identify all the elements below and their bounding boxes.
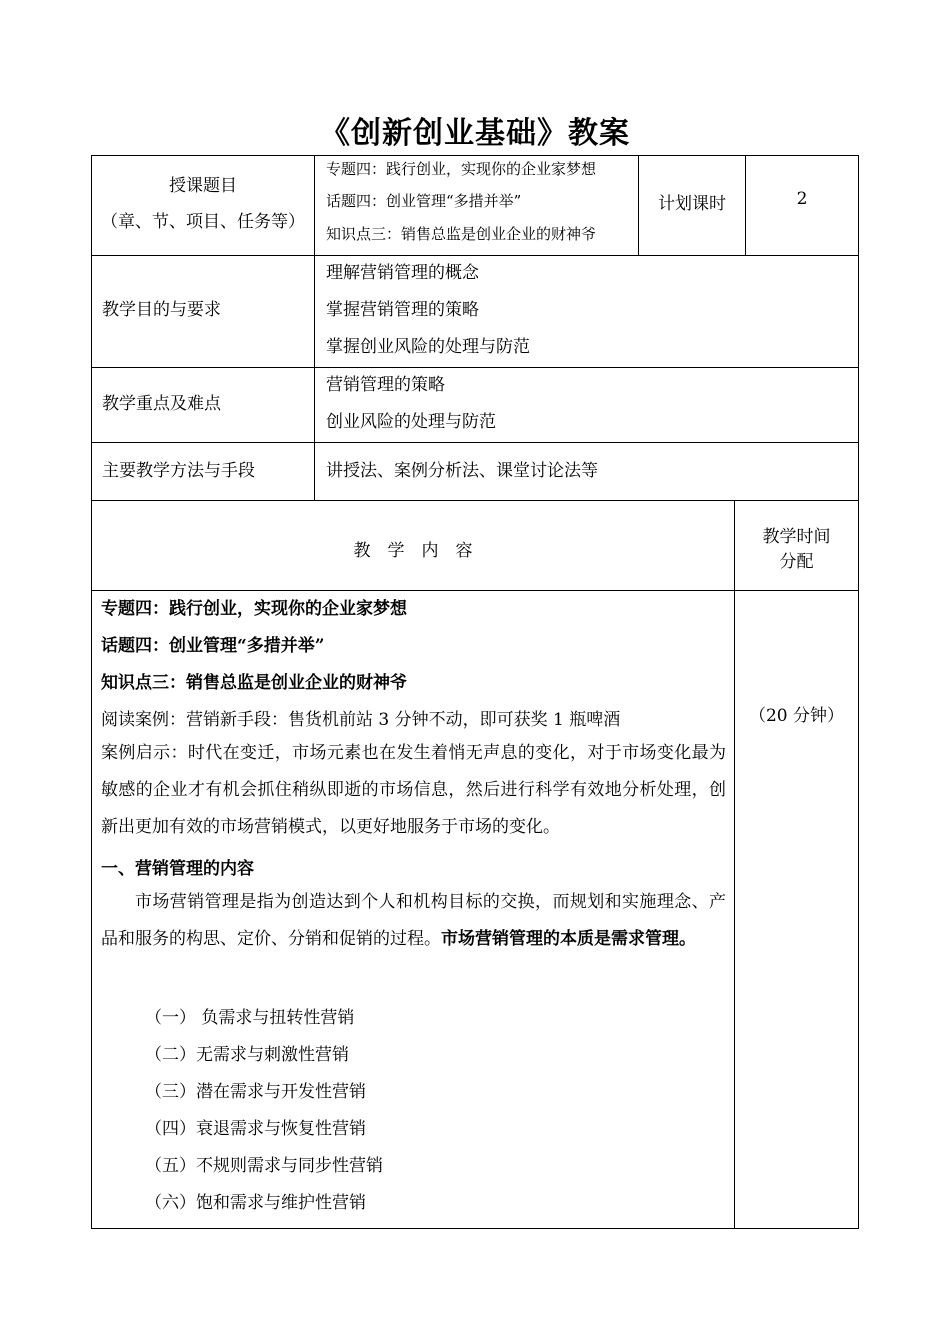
plan-hours-value: 2 — [796, 189, 808, 209]
plan-hours-value-cell — [745, 155, 859, 256]
objectives-value-cell — [314, 255, 859, 368]
objective-item: 理解营销管理的概念 — [326, 263, 479, 283]
definition-text: 市场营销管理是指为创造达到个人和机构目标的交换，而规划和实施理念、产品和服务的构思、定价、分销和促销的过程。 — [101, 892, 726, 949]
methods-value: 讲授法、案例分析法、课堂讨论法等 — [326, 461, 598, 481]
topic-label-line2: （章、节、项目、任务等） — [101, 212, 305, 232]
list-item: （二）无需求与刺激性营销 — [145, 1045, 349, 1065]
content-header-cell — [91, 500, 735, 591]
keypoint-item: 创业风险的处理与防范 — [326, 412, 496, 432]
content-heading-subtopic: 话题四：创业管理“多措并举” — [101, 636, 325, 656]
methods-label-cell — [91, 442, 315, 501]
time-body-cell — [734, 590, 859, 1229]
plan-hours-label-cell — [638, 155, 746, 256]
definition-emphasis: 市场营销管理的本质是需求管理。 — [441, 929, 696, 949]
objective-item: 掌握创业风险的处理与防范 — [326, 337, 530, 357]
section-heading: 一、营销管理的内容 — [101, 859, 254, 879]
topic-label-line1: 授课题目 — [169, 176, 237, 196]
methods-value-cell — [314, 442, 859, 501]
list-item: （四）衰退需求与恢复性营销 — [145, 1119, 366, 1139]
definition-paragraph — [101, 884, 726, 958]
list-item: （五）不规则需求与同步性营销 — [145, 1156, 383, 1176]
content-heading-knowledge: 知识点三：销售总监是创业企业的财神爷 — [101, 673, 407, 693]
case-text: 阅读案例：营销新手段：售货机前站 3 分钟不动，即可获奖 1 瓶啤酒 — [101, 710, 621, 730]
objectives-label: 教学目的与要求 — [102, 300, 221, 320]
keypoint-item: 营销管理的策略 — [326, 375, 445, 395]
content-heading-topic: 专题四：践行创业，实现你的企业家梦想 — [101, 599, 407, 619]
list-item: （三）潜在需求与开发性营销 — [145, 1082, 366, 1102]
list-item: （一） 负需求与扭转性营销 — [145, 1008, 355, 1028]
objective-item: 掌握营销管理的策略 — [326, 300, 479, 320]
case-insight: 案例启示：时代在变迁，市场元素也在发生着悄无声息的变化，对于市场变化最为敏感的企业才有机会抓住稍纵即逝的市场信息，然后进行科学有效地分析处理，创新出更加有效的市场营销模式，以更好地服务于市场的变化。 — [101, 743, 726, 837]
topic-line-3: 知识点三：销售总监是创业企业的财神爷 — [326, 225, 597, 243]
time-header-cell — [734, 500, 859, 591]
list-item: （六）饱和需求与维护性营销 — [145, 1193, 366, 1213]
time-allocation: （20 分钟） — [748, 706, 845, 726]
methods-label: 主要教学方法与手段 — [102, 461, 255, 481]
plan-hours-label: 计划课时 — [658, 194, 726, 214]
topic-line-2: 话题四：创业管理“多措并举” — [326, 192, 522, 210]
keypoints-label-cell — [91, 367, 315, 443]
keypoints-value-cell — [314, 367, 859, 443]
content-header-label: 教 学 内 容 — [353, 541, 473, 561]
topic-value-cell — [314, 155, 639, 256]
time-header-line1: 教学时间 — [762, 527, 831, 547]
time-header-line2: 分配 — [779, 552, 814, 572]
page-title: 《创新创业基础》教案 — [320, 116, 630, 151]
topic-label-cell — [91, 155, 315, 256]
objectives-label-cell — [91, 255, 315, 368]
topic-line-1: 专题四：践行创业，实现你的企业家梦想 — [326, 160, 597, 178]
keypoints-label: 教学重点及难点 — [102, 394, 221, 414]
